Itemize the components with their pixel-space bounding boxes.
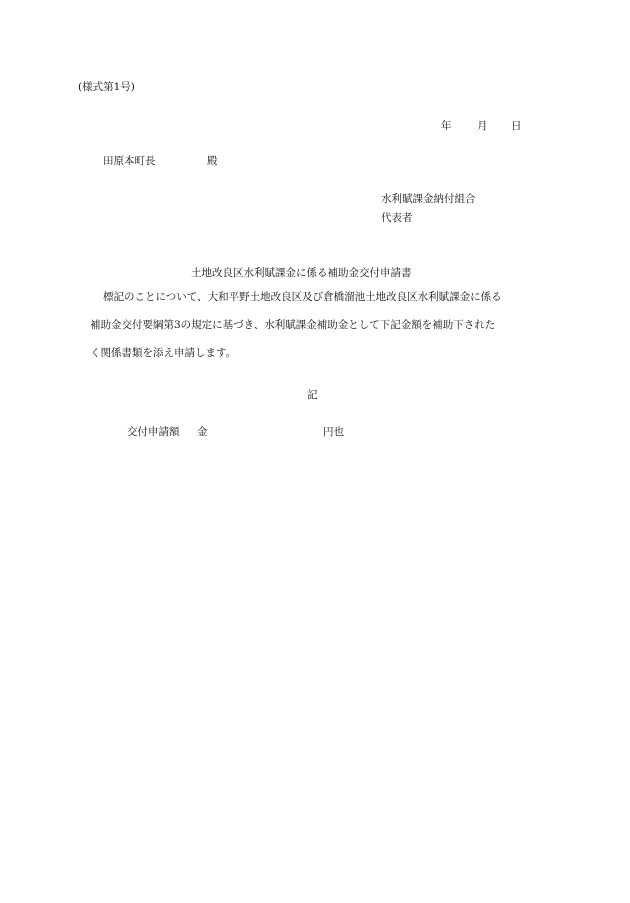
date-day-label: 日 <box>511 120 522 132</box>
form-number: (様式第1号) <box>78 81 135 93</box>
amount-suffix: 円也 <box>323 426 344 438</box>
date-month-label: 月 <box>477 120 488 132</box>
date-year-label: 年 <box>441 120 452 132</box>
body-line: く関係書類を添え申請します。 <box>90 347 237 359</box>
body-line: 標記のことについて、大和平野土地改良区及び倉橋溜池土地改良区水利賦課金に係る <box>103 291 502 303</box>
body-line: 補助金交付要綱第3の規定に基づき、水利賦課金補助金として下記金額を補助下された <box>90 319 496 331</box>
document-title: 土地改良区水利賦課金に係る補助金交付申請書 <box>191 267 412 279</box>
ki-marker: 記 <box>307 389 318 401</box>
applicant-organization: 水利賦課金納付組合 <box>381 193 476 205</box>
addressee-name: 田原本町長 <box>103 155 156 167</box>
addressee-honorific: 殿 <box>207 155 218 167</box>
amount-label: 交付申請額 <box>127 426 180 438</box>
amount-prefix: 金 <box>197 426 208 438</box>
applicant-representative: 代表者 <box>381 212 413 224</box>
